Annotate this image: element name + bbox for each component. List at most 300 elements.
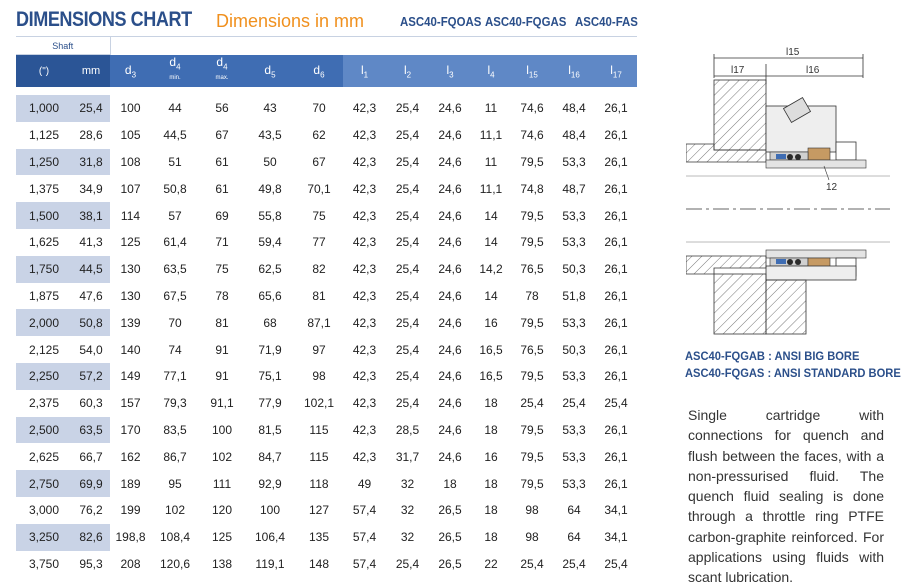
table-cell: 42,3 bbox=[352, 396, 377, 411]
table-cell: 75,1 bbox=[258, 369, 282, 384]
table-cell: 25,4 bbox=[395, 262, 420, 277]
table-cell: 56 bbox=[215, 101, 229, 116]
table-cell: 42,3 bbox=[352, 369, 377, 384]
table-cell: 69 bbox=[215, 208, 229, 223]
table-cell: 74,8 bbox=[520, 181, 544, 196]
table-cell: 106,4 bbox=[254, 530, 286, 545]
chart-title: DIMENSIONS CHART bbox=[16, 8, 192, 31]
table-cell: 11,1 bbox=[479, 181, 503, 196]
table-cell: 83,5 bbox=[163, 422, 187, 437]
table-cell: 198,8 bbox=[115, 530, 146, 545]
table-cell: 42,3 bbox=[352, 422, 377, 437]
column-header: $d_4$ max. bbox=[199, 55, 245, 88]
table-cell: 25,4 bbox=[395, 208, 420, 223]
table-cell: 31,8 bbox=[72, 149, 110, 176]
table-cell: 18 bbox=[443, 476, 457, 491]
table-cell: 41,3 bbox=[72, 229, 110, 256]
table-cell: 97 bbox=[312, 342, 326, 357]
table-cell: 25,4 bbox=[395, 288, 420, 303]
table-cell: 25,4 bbox=[395, 128, 420, 143]
table-cell: 24,6 bbox=[438, 449, 462, 464]
table-cell: 2,000 bbox=[16, 309, 72, 336]
table-cell: 26,1 bbox=[604, 128, 628, 143]
table-cell: 70 bbox=[168, 315, 182, 330]
table-cell: 34,1 bbox=[604, 530, 628, 545]
column-header: $d_3$ bbox=[110, 55, 151, 88]
table-cell: 32 bbox=[400, 530, 415, 545]
column-header: $d_6$ bbox=[295, 55, 343, 88]
table-row bbox=[16, 497, 637, 524]
table-cell: 51 bbox=[168, 154, 182, 169]
table-cell: 119,1 bbox=[255, 556, 285, 571]
table-cell: 24,6 bbox=[438, 128, 462, 143]
table-cell: 25,4 bbox=[395, 154, 420, 169]
table-cell: 24,6 bbox=[438, 396, 462, 411]
table-cell: 115 bbox=[309, 422, 329, 437]
table-cell: 95,3 bbox=[72, 551, 110, 578]
table-cell: 14 bbox=[484, 208, 498, 223]
table-cell: 2,375 bbox=[16, 390, 72, 417]
table-cell: 70,1 bbox=[307, 181, 331, 196]
table-cell: 61 bbox=[215, 154, 229, 169]
table-cell: 79,5 bbox=[520, 449, 544, 464]
table-cell: 43,5 bbox=[258, 128, 282, 143]
table-cell: 26,5 bbox=[438, 556, 462, 571]
table-cell: 1,875 bbox=[16, 283, 72, 310]
table-cell: 53,3 bbox=[562, 315, 586, 330]
table-cell: 95 bbox=[168, 476, 182, 491]
dim-label-l17: l17 bbox=[731, 65, 745, 76]
table-cell: 26,1 bbox=[604, 422, 628, 437]
column-header: $d_5$ bbox=[245, 55, 295, 88]
table-cell: 55,8 bbox=[258, 208, 282, 223]
table-cell: 69,9 bbox=[72, 470, 110, 497]
table-cell: 18 bbox=[484, 422, 498, 437]
table-cell: 64 bbox=[567, 530, 581, 545]
table-cell: 77 bbox=[312, 235, 326, 250]
table-cell: 26,1 bbox=[604, 315, 628, 330]
table-cell: 26,1 bbox=[604, 369, 628, 384]
table-cell: 25,4 bbox=[562, 396, 586, 411]
table-row bbox=[16, 363, 637, 390]
column-header: $d_4$ min. bbox=[151, 55, 199, 88]
table-cell: 71 bbox=[215, 235, 229, 250]
table-cell: 77,1 bbox=[163, 369, 187, 384]
table-cell: 87,1 bbox=[307, 315, 331, 330]
table-cell: 24,6 bbox=[438, 422, 462, 437]
table-row bbox=[16, 149, 637, 176]
table-cell: 68 bbox=[263, 315, 277, 330]
table-cell: 25,4 bbox=[395, 396, 420, 411]
table-cell: 25,4 bbox=[395, 342, 420, 357]
table-cell: 25,4 bbox=[395, 315, 420, 330]
table-cell: 79,5 bbox=[520, 422, 544, 437]
dim-label-l16: l16 bbox=[806, 65, 820, 76]
dimensions-table bbox=[16, 36, 637, 577]
table-cell: 42,3 bbox=[352, 101, 377, 116]
table-cell: 91 bbox=[215, 342, 229, 357]
table-cell: 53,3 bbox=[562, 208, 586, 223]
table-cell: 24,6 bbox=[438, 101, 462, 116]
column-header: $l_4$ bbox=[471, 55, 511, 88]
model-code: ASC40-FQOAS bbox=[400, 14, 482, 29]
table-cell: 16 bbox=[484, 449, 498, 464]
table-cell: 105 bbox=[120, 128, 141, 143]
table-cell: 81,5 bbox=[258, 422, 282, 437]
table-cell: 57,4 bbox=[352, 530, 377, 545]
table-cell: 135 bbox=[308, 530, 330, 545]
dim-label-12: 12 bbox=[826, 182, 838, 193]
table-cell: 18 bbox=[484, 396, 498, 411]
table-cell: 118 bbox=[309, 476, 329, 491]
table-cell: 125 bbox=[211, 530, 233, 545]
column-header: (") bbox=[16, 55, 72, 88]
table-cell: 74,6 bbox=[520, 101, 544, 116]
table-cell: 32 bbox=[400, 476, 415, 491]
table-cell: 2,250 bbox=[16, 363, 72, 390]
table-cell: 91,1 bbox=[210, 396, 234, 411]
table-cell: 157 bbox=[120, 396, 141, 411]
table-cell: 57 bbox=[168, 208, 182, 223]
bore-caption-standard: ASC40-FQGAS : ANSI STANDARD BORE bbox=[685, 366, 901, 380]
table-cell: 148 bbox=[308, 556, 330, 571]
table-cell: 78 bbox=[215, 288, 229, 303]
table-cell: 140 bbox=[120, 342, 141, 357]
table-cell: 50 bbox=[263, 154, 277, 169]
table-cell: 108 bbox=[120, 154, 141, 169]
table-cell: 79,5 bbox=[520, 235, 544, 250]
table-cell: 59,4 bbox=[258, 235, 282, 250]
table-cell: 102 bbox=[164, 503, 186, 518]
table-cell: 2,125 bbox=[16, 336, 72, 363]
table-cell: 24,6 bbox=[438, 154, 462, 169]
table-cell: 3,750 bbox=[16, 551, 72, 578]
table-cell: 53,3 bbox=[562, 422, 586, 437]
table-cell: 25,4 bbox=[520, 556, 544, 571]
model-code: ASC40-FAS bbox=[575, 14, 638, 29]
table-cell: 18 bbox=[484, 530, 498, 545]
table-row bbox=[16, 122, 637, 149]
table-cell: 34,9 bbox=[72, 175, 110, 202]
table-cell: 26,5 bbox=[438, 503, 462, 518]
model-code: ASC40-FQGAS bbox=[485, 14, 567, 29]
table-cell: 79,5 bbox=[520, 315, 544, 330]
table-cell: 81 bbox=[312, 288, 326, 303]
table-cell: 26,1 bbox=[604, 476, 628, 491]
table-cell: 127 bbox=[308, 503, 330, 518]
table-cell: 61 bbox=[215, 181, 229, 196]
table-cell: 47,6 bbox=[72, 283, 110, 310]
table-cell: 26,1 bbox=[604, 235, 628, 250]
table-cell: 2,750 bbox=[16, 470, 72, 497]
table-cell: 25,4 bbox=[604, 396, 628, 411]
table-cell: 34,1 bbox=[604, 503, 628, 518]
table-cell: 79,5 bbox=[520, 476, 544, 491]
table-cell: 42,3 bbox=[352, 288, 377, 303]
table-cell: 49 bbox=[357, 476, 372, 491]
table-cell: 62 bbox=[312, 128, 326, 143]
table-cell: 31,7 bbox=[395, 449, 420, 464]
table-row bbox=[16, 229, 637, 256]
table-cell: 26,1 bbox=[604, 208, 628, 223]
product-description: Single cartridge with connections for quench and flush between the faces, with a non-pressurised fluid. The quench fluid sealing is done through a throttle ring PTFE carbon-graphite reinforced. For applications using fluids with scant lubrication. bbox=[688, 407, 884, 586]
column-header: $l_1$ bbox=[343, 55, 386, 88]
table-cell: 53,3 bbox=[562, 449, 586, 464]
table-cell: 25,4 bbox=[395, 235, 420, 250]
table-cell: 79,5 bbox=[520, 154, 544, 169]
table-cell: 1,375 bbox=[16, 175, 72, 202]
table-cell: 120,6 bbox=[159, 556, 191, 571]
table-cell: 26,1 bbox=[604, 101, 628, 116]
table-cell: 91 bbox=[215, 369, 229, 384]
table-cell: 76,2 bbox=[72, 497, 110, 524]
table-cell: 130 bbox=[120, 288, 141, 303]
table-cell: 42,3 bbox=[352, 262, 377, 277]
table-cell: 42,3 bbox=[352, 449, 377, 464]
table-cell: 139 bbox=[120, 315, 141, 330]
shaft-header-row bbox=[16, 37, 637, 55]
table-cell: 42,3 bbox=[352, 235, 377, 250]
table-row bbox=[16, 551, 637, 578]
table-cell: 74 bbox=[168, 342, 182, 357]
table-cell: 70 bbox=[312, 101, 326, 116]
table-row bbox=[16, 470, 637, 497]
table-cell: 14 bbox=[484, 235, 498, 250]
table-cell: 24,6 bbox=[438, 288, 462, 303]
table-cell: 1,500 bbox=[16, 202, 72, 229]
table-cell: 62,5 bbox=[258, 262, 282, 277]
table-row bbox=[16, 256, 637, 283]
table-cell: 22 bbox=[484, 556, 498, 571]
table-cell: 111 bbox=[212, 476, 232, 491]
bore-caption-big: ASC40-FQGAB : ANSI BIG BORE bbox=[685, 349, 860, 363]
table-cell: 51,8 bbox=[562, 288, 586, 303]
table-cell: 67 bbox=[312, 154, 326, 169]
table-cell: 18 bbox=[484, 476, 498, 491]
table-cell: 67,5 bbox=[163, 288, 187, 303]
table-cell: 130 bbox=[120, 262, 141, 277]
column-header: $l_{17}$ bbox=[595, 55, 637, 88]
table-cell: 65,6 bbox=[258, 288, 282, 303]
table-cell: 26,1 bbox=[604, 342, 628, 357]
column-header: $l_3$ bbox=[429, 55, 471, 88]
table-cell: 98 bbox=[525, 503, 539, 518]
table-cell: 16,5 bbox=[479, 342, 503, 357]
table-cell: 125 bbox=[120, 235, 141, 250]
table-cell: 57,4 bbox=[352, 556, 377, 571]
table-cell: 2,625 bbox=[16, 443, 72, 470]
table-cell: 107 bbox=[120, 181, 141, 196]
table-cell: 28,5 bbox=[395, 422, 420, 437]
table-cell: 162 bbox=[120, 449, 141, 464]
table-row bbox=[16, 417, 637, 444]
table-cell: 16 bbox=[484, 315, 498, 330]
table-cell: 24,6 bbox=[438, 369, 462, 384]
table-cell: 208 bbox=[120, 556, 141, 571]
table-cell: 108,4 bbox=[159, 530, 191, 545]
table-cell: 86,7 bbox=[163, 449, 187, 464]
table-cell: 1,250 bbox=[16, 149, 72, 176]
table-row bbox=[16, 390, 637, 417]
table-cell: 26,1 bbox=[604, 154, 628, 169]
table-cell: 24,6 bbox=[438, 208, 462, 223]
table-cell: 42,3 bbox=[352, 208, 377, 223]
table-row bbox=[16, 309, 637, 336]
table-cell: 84,7 bbox=[258, 449, 282, 464]
table-cell: 100 bbox=[259, 503, 281, 518]
table-cell: 32 bbox=[400, 503, 415, 518]
table-cell: 43 bbox=[263, 101, 277, 116]
table-row bbox=[16, 336, 637, 363]
table-cell: 75 bbox=[215, 262, 229, 277]
table-cell: 53,3 bbox=[562, 235, 586, 250]
table-cell: 42,3 bbox=[352, 128, 377, 143]
table-cell: 98 bbox=[312, 369, 326, 384]
table-cell: 76,5 bbox=[520, 342, 544, 357]
table-cell: 38,1 bbox=[72, 202, 110, 229]
table-cell: 49,8 bbox=[258, 181, 282, 196]
table-cell: 1,625 bbox=[16, 229, 72, 256]
table-cell: 25,4 bbox=[395, 556, 420, 571]
table-cell: 3,000 bbox=[16, 497, 72, 524]
table-cell: 44,5 bbox=[163, 128, 187, 143]
units-subtitle: Dimensions in mm bbox=[216, 11, 365, 31]
table-cell: 16,5 bbox=[479, 369, 503, 384]
table-cell: 24,6 bbox=[438, 181, 462, 196]
table-cell: 11 bbox=[484, 101, 498, 116]
table-row bbox=[16, 524, 637, 551]
table-cell: 48,7 bbox=[562, 181, 586, 196]
table-cell: 48,4 bbox=[562, 101, 586, 116]
table-cell: 82 bbox=[312, 262, 326, 277]
table-cell: 138 bbox=[211, 556, 233, 571]
table-cell: 25,4 bbox=[72, 95, 110, 122]
column-header: mm bbox=[72, 55, 110, 88]
column-header: $l_2$ bbox=[386, 55, 429, 88]
table-cell: 14,2 bbox=[479, 262, 503, 277]
table-cell: 44,5 bbox=[72, 256, 110, 283]
table-cell: 53,3 bbox=[562, 476, 586, 491]
table-cell: 1,750 bbox=[16, 256, 72, 283]
table-cell: 76,5 bbox=[520, 262, 544, 277]
table-cell: 26,1 bbox=[604, 181, 628, 196]
table-cell: 64 bbox=[567, 503, 581, 518]
table-cell: 66,7 bbox=[72, 443, 110, 470]
table-cell: 199 bbox=[120, 503, 141, 518]
table-row bbox=[16, 443, 637, 470]
table-cell: 149 bbox=[120, 369, 141, 384]
table-cell: 3,250 bbox=[16, 524, 72, 551]
table-cell: 53,3 bbox=[562, 369, 586, 384]
table-row bbox=[16, 175, 637, 202]
table-cell: 2,500 bbox=[16, 417, 72, 444]
table-cell: 54,0 bbox=[72, 336, 110, 363]
table-cell: 28,6 bbox=[72, 122, 110, 149]
table-cell: 100 bbox=[211, 422, 233, 437]
table-cell: 98 bbox=[525, 530, 539, 545]
table-cell: 26,1 bbox=[604, 449, 628, 464]
table-cell: 61,4 bbox=[163, 235, 187, 250]
table-cell: 26,5 bbox=[438, 530, 462, 545]
table-cell: 25,4 bbox=[395, 369, 420, 384]
table-cell: 74,6 bbox=[520, 128, 544, 143]
table-cell: 48,4 bbox=[562, 128, 586, 143]
table-cell: 100 bbox=[120, 101, 141, 116]
table-cell: 25,4 bbox=[562, 556, 586, 571]
table-row bbox=[16, 283, 637, 310]
table-cell: 114 bbox=[120, 208, 141, 223]
table-cell: 24,6 bbox=[438, 262, 462, 277]
table-cell: 79,5 bbox=[520, 369, 544, 384]
table-cell: 18 bbox=[484, 503, 498, 518]
table-cell: 81 bbox=[215, 315, 229, 330]
table-cell: 102 bbox=[211, 449, 233, 464]
table-cell: 11 bbox=[484, 154, 498, 169]
table-cell: 63,5 bbox=[72, 417, 110, 444]
table-cell: 189 bbox=[120, 476, 141, 491]
table-cell: 63,5 bbox=[163, 262, 187, 277]
table-cell: 42,3 bbox=[352, 342, 377, 357]
table-cell: 50,8 bbox=[163, 181, 187, 196]
table-cell: 78 bbox=[525, 288, 539, 303]
table-cell: 42,3 bbox=[352, 154, 377, 169]
table-row bbox=[16, 202, 637, 229]
table-cell: 60,3 bbox=[72, 390, 110, 417]
column-header-row bbox=[16, 55, 637, 88]
table-cell: 25,4 bbox=[520, 396, 544, 411]
table-cell: 25,4 bbox=[395, 101, 420, 116]
seal-cross-section-drawing bbox=[686, 44, 890, 344]
table-cell: 42,3 bbox=[352, 181, 377, 196]
table-cell: 24,6 bbox=[438, 235, 462, 250]
table-cell: 120 bbox=[211, 503, 233, 518]
table-cell: 102,1 bbox=[303, 396, 335, 411]
shaft-label: Shaft bbox=[16, 37, 110, 55]
table-cell: 82,6 bbox=[72, 524, 110, 551]
table-cell: 79,3 bbox=[163, 396, 187, 411]
table-cell: 25,4 bbox=[395, 181, 420, 196]
table-cell: 14 bbox=[484, 288, 498, 303]
table-cell: 24,6 bbox=[438, 315, 462, 330]
table-cell: 92,9 bbox=[258, 476, 282, 491]
table-cell: 67 bbox=[215, 128, 229, 143]
column-header: $l_{15}$ bbox=[511, 55, 553, 88]
table-cell: 1,000 bbox=[16, 95, 72, 122]
table-cell: 26,1 bbox=[604, 288, 628, 303]
table-cell: 115 bbox=[309, 449, 329, 464]
table-cell: 24,6 bbox=[438, 342, 462, 357]
table-cell: 50,3 bbox=[562, 262, 586, 277]
table-cell: 57,4 bbox=[352, 503, 377, 518]
table-cell: 50,8 bbox=[72, 309, 110, 336]
table-cell: 75 bbox=[312, 208, 326, 223]
table-cell: 79,5 bbox=[520, 208, 544, 223]
table-cell: 71,9 bbox=[258, 342, 282, 357]
table-cell: 57,2 bbox=[72, 363, 110, 390]
table-cell: 53,3 bbox=[562, 154, 586, 169]
table-cell: 26,1 bbox=[604, 262, 628, 277]
table-cell: 44 bbox=[168, 101, 182, 116]
table-cell: 11,1 bbox=[479, 128, 503, 143]
table-cell: 42,3 bbox=[352, 315, 377, 330]
table-cell: 170 bbox=[120, 422, 141, 437]
dim-label-l15: l15 bbox=[786, 47, 800, 58]
column-header: $l_{16}$ bbox=[553, 55, 595, 88]
table-cell: 77,9 bbox=[258, 396, 282, 411]
table-cell: 25,4 bbox=[604, 556, 628, 571]
table-row bbox=[16, 95, 637, 122]
table-cell: 50,3 bbox=[562, 342, 586, 357]
